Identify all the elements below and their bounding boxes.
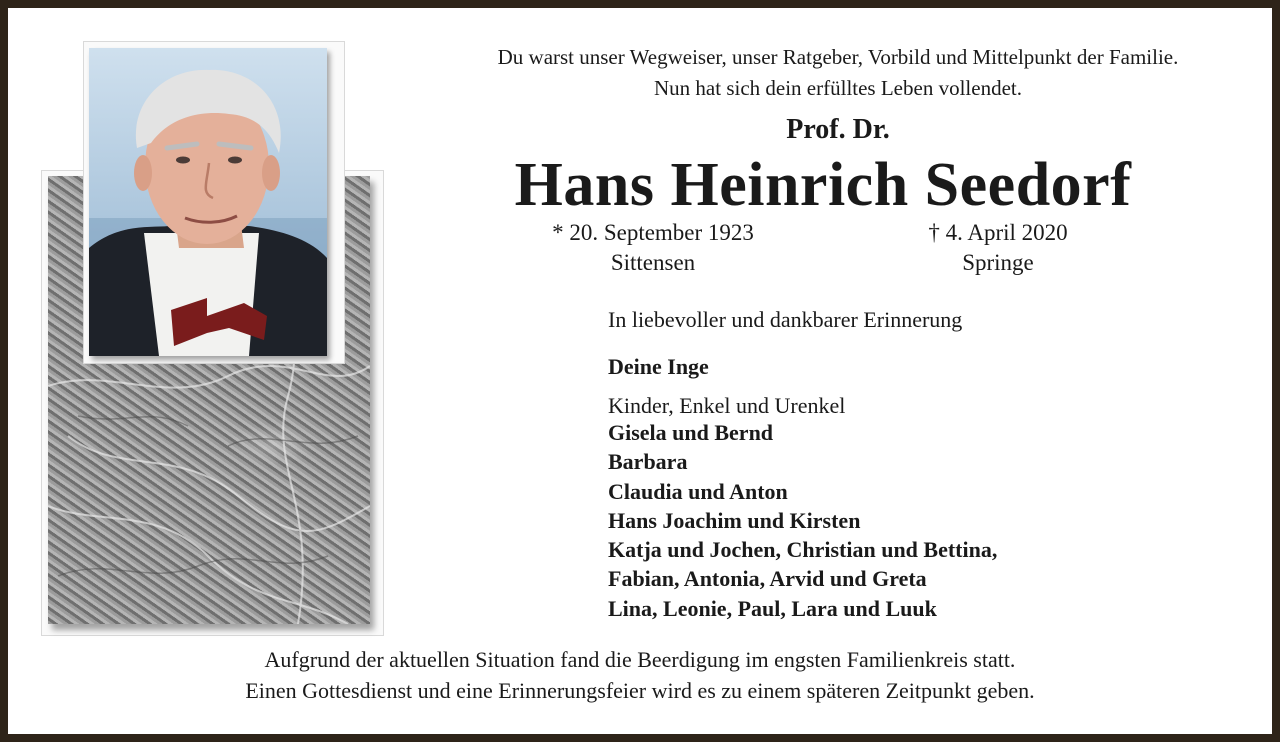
signer-name: Deine Inge [608, 354, 709, 379]
funeral-notice [8, 644, 1272, 706]
deceased-name: Hans Heinrich Seedorf [514, 151, 1132, 219]
motto [338, 42, 1280, 104]
birth-date: * 20. September 1923 [552, 220, 754, 245]
family-member: Hans Joachim und Kirsten [608, 507, 861, 533]
death-info [848, 218, 1148, 278]
family-member: Lina, Leonie, Paul, Lara und Luuk [608, 595, 937, 621]
family-member: Katja und Jochen, Christian und Bettina, [608, 537, 998, 563]
funeral-notice-line-2: Einen Gottesdienst und eine Erinnerungsfeier wird es zu einem späteren Zeitpunkt geben. [245, 678, 1035, 703]
remembrance-text: In liebevoller und dankbarer Erinnerung [608, 307, 963, 332]
obituary-card [8, 8, 1272, 734]
funeral-notice-line-1: Aufgrund der aktuellen Situation fand die Beerdigung im engsten Familienkreis statt. [264, 647, 1016, 672]
family-members [608, 418, 1248, 623]
motto-line-1: Du warst unser Wegweiser, unser Ratgeber, Vorbild und Mittelpunkt der Familie. [497, 45, 1179, 69]
birth-info [478, 218, 828, 278]
portrait-photo [89, 48, 327, 356]
family-label: Kinder, Enkel und Urenkel [608, 393, 846, 418]
family-member: Claudia und Anton [608, 478, 788, 504]
motto-line-2: Nun hat sich dein erfülltes Leben vollendet. [654, 76, 1022, 100]
family-member: Gisela und Bernd [608, 420, 774, 445]
birth-place: Sittensen [610, 250, 696, 275]
death-date: † 4. April 2020 [928, 220, 1068, 245]
death-place: Springe [962, 250, 1034, 275]
family-member: Fabian, Antonia, Arvid und Greta [608, 566, 927, 592]
academic-title: Prof. Dr. [786, 114, 890, 145]
family-member: Barbara [608, 449, 688, 475]
